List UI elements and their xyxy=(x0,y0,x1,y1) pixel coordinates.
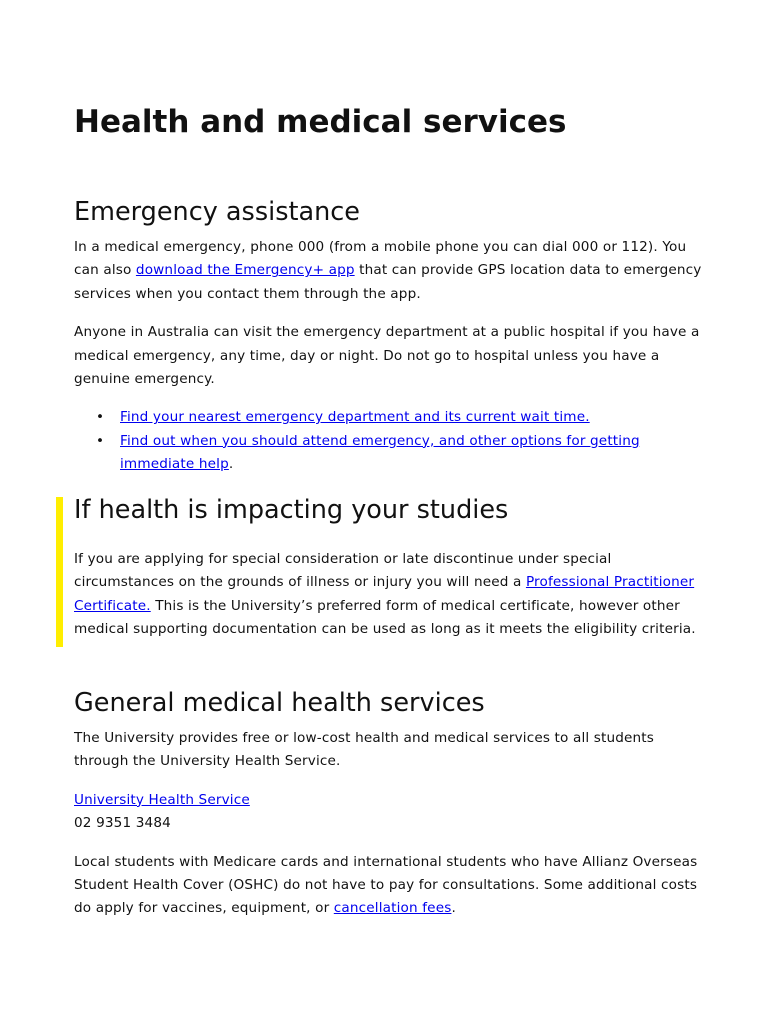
emergency-app-link[interactable]: download the Emergency+ app xyxy=(135,262,355,279)
general-section xyxy=(74,686,704,921)
bullet-icon: • xyxy=(96,409,105,426)
health-service-phone: 02 9351 3484 xyxy=(74,815,171,832)
emergency-p1-text-b: that can provide GPS location data to emergency services when you contact them through the app. xyxy=(74,262,702,302)
studies-heading: If health is impacting your studies xyxy=(74,495,509,525)
emergency-heading: Emergency assistance xyxy=(74,197,360,227)
practitioner-certificate-link[interactable]: Professional Practitioner Certificate. xyxy=(74,574,695,614)
university-health-service-link[interactable]: University Health Service xyxy=(74,791,250,808)
cancellation-fees-link[interactable]: cancellation fees xyxy=(333,900,452,917)
list-item xyxy=(74,430,704,477)
general-paragraph-3 xyxy=(74,851,704,921)
emergency-section xyxy=(74,195,704,477)
list-item-suffix: . xyxy=(228,456,234,473)
list-item xyxy=(74,406,704,429)
studies-text-a: If you are applying for special consideration or late discontinue under special circumstances on the grounds of illness or injury you will need a xyxy=(74,551,612,591)
section-accent-bar xyxy=(56,497,63,647)
studies-paragraph xyxy=(74,548,704,642)
health-service-contact xyxy=(74,789,704,836)
page-title: Health and medical services xyxy=(74,104,567,140)
studies-text-b: This is the University’s preferred form of medical certificate, however other medical supporting documentation can be used as long as it meets the eligibility criteria. xyxy=(74,597,696,638)
when-attend-emergency-link[interactable]: Find out when you should attend emergency, and other options for getting immediate help xyxy=(120,432,640,473)
general-paragraph-1: The University provides free or low-cost health and medical services to all students through the University Health Service. xyxy=(74,730,655,770)
general-heading: General medical health services xyxy=(74,688,485,718)
emergency-links-list xyxy=(74,406,704,476)
nearest-emergency-link[interactable]: Find your nearest emergency department and its current wait time. xyxy=(120,409,590,426)
emergency-p1-text-a: In a medical emergency, phone 000 (from a mobile phone you can dial 000 or 112). You can also xyxy=(74,239,687,279)
general-p3-text-b: . xyxy=(451,900,456,917)
studies-section xyxy=(74,493,704,642)
emergency-paragraph-1 xyxy=(74,236,704,306)
general-p3-text-a: Local students with Medicare cards and international students who have Allianz Overseas Student Health Cover (OSHC) do not have to pay for consultations. Some additional costs do apply for vaccines, equipment, or xyxy=(74,853,698,917)
bullet-icon: • xyxy=(96,432,105,449)
emergency-paragraph-2: Anyone in Australia can visit the emergency department at a public hospital if you have a medical emergency, any time, day or night. Do not go to hospital unless you have a genuine emergency. xyxy=(74,324,700,388)
